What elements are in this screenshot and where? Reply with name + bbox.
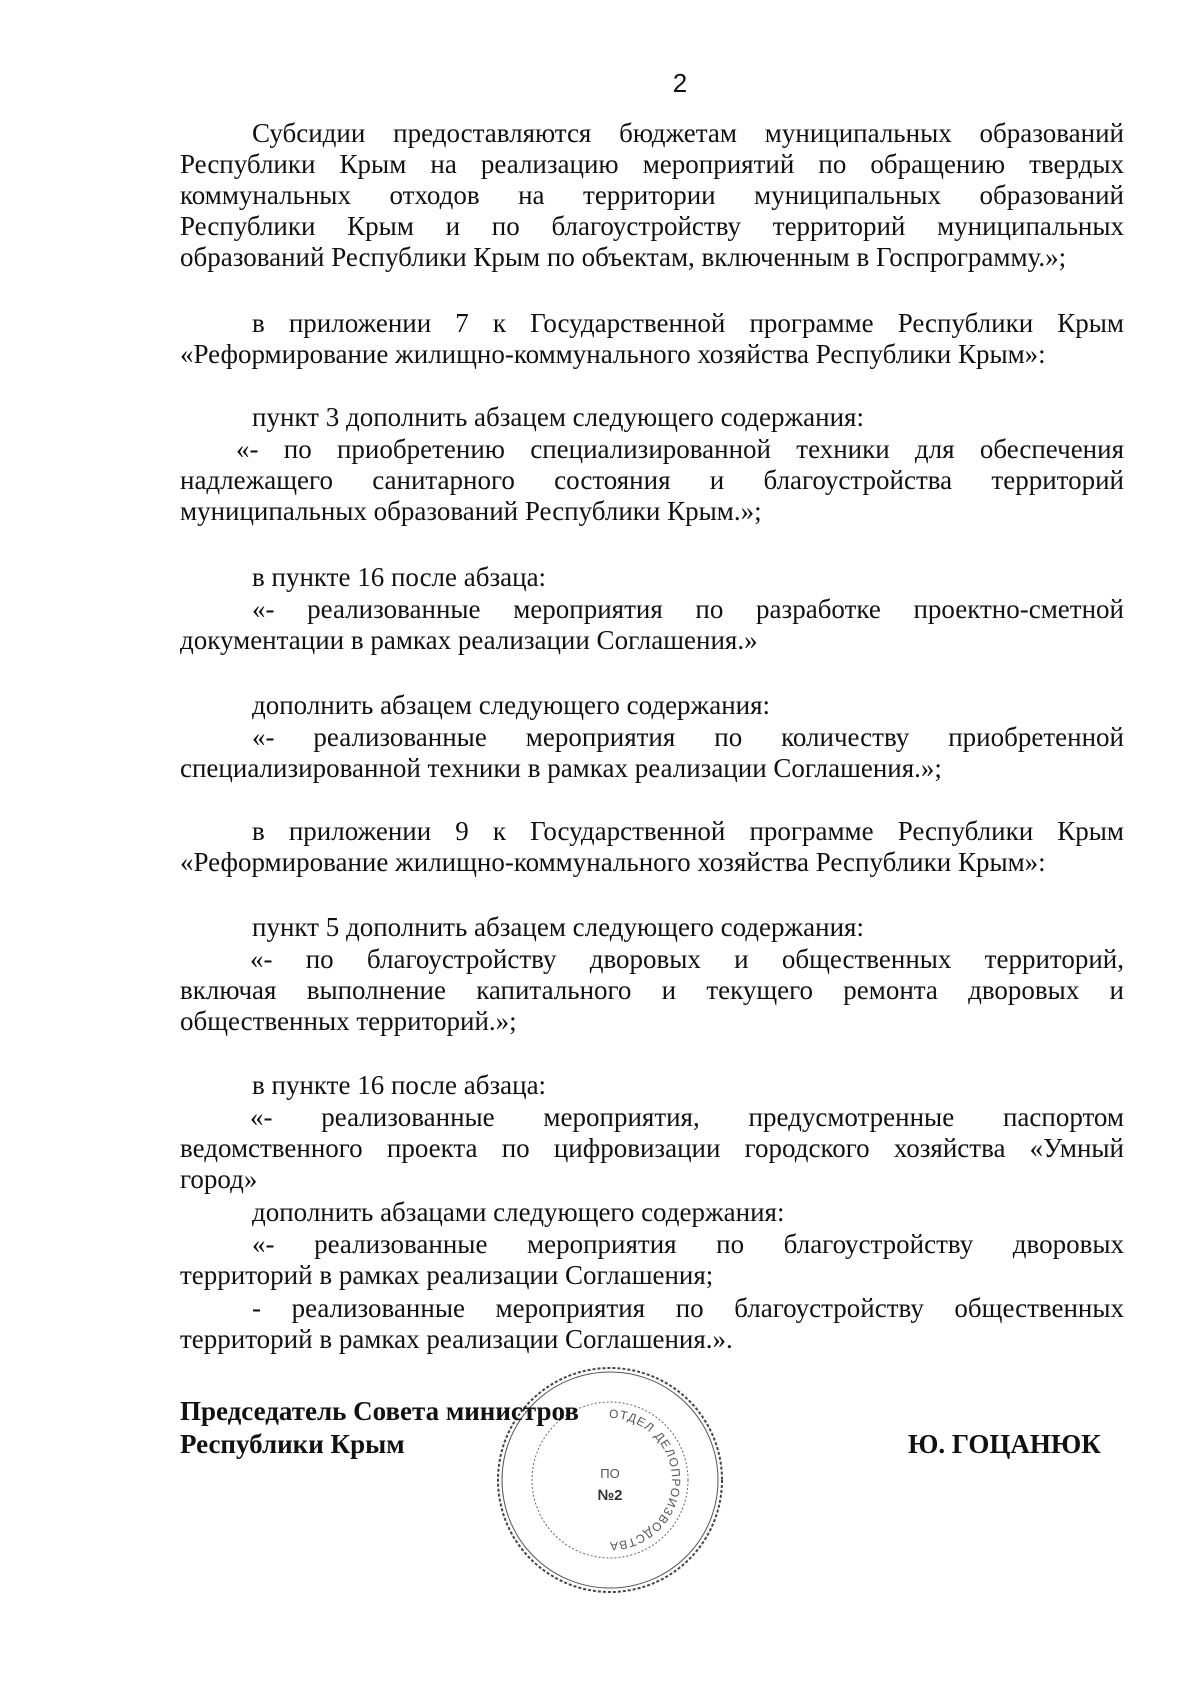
text-line: «- реализованные мероприятия по благоустройству дворовых xyxy=(252,1229,1124,1259)
paragraph xyxy=(180,816,1124,878)
text-line: территорий в рамках реализации Соглашения.». xyxy=(180,1324,733,1354)
text-line: Республики Крым на реализацию мероприятий по обращению твердых xyxy=(180,149,1124,179)
text-line: коммунальных отходов на территории муниципальных образований xyxy=(180,180,1124,210)
text-line: «- реализованные мероприятия по разработке проектно-сметной xyxy=(252,594,1124,624)
paragraph xyxy=(180,722,1124,784)
paragraph xyxy=(180,1070,1124,1101)
paragraph xyxy=(180,944,1124,1037)
paragraph xyxy=(180,562,1124,593)
signature-position-line: Председатель Совета министров xyxy=(180,1396,579,1426)
text-line: в пункте 16 после абзаца: xyxy=(252,1070,547,1100)
text-line: в приложении 9 к Государственной программе Республики Крым xyxy=(252,816,1124,846)
text-line: в пункте 16 после абзаца: xyxy=(252,562,547,592)
text-line: «- по приобретению специализированной техники для обеспечения xyxy=(236,434,1124,464)
text-line: дополнить абзацем следующего содержания: xyxy=(252,690,771,720)
text-line: включая выполнение капитального и текущего ремонта дворовых и xyxy=(180,975,1124,1005)
paragraph xyxy=(180,912,1124,943)
text-line: «Реформирование жилищно-коммунального хозяйства Республики Крым»: xyxy=(180,847,1046,877)
text-line: дополнить абзацами следующего содержания: xyxy=(252,1197,785,1227)
paragraph xyxy=(180,402,1124,433)
stamp-outer-text xyxy=(490,1360,730,1364)
stamp-center-text: ПО xyxy=(600,1466,620,1481)
text-line: - реализованные мероприятия по благоустройству общественных xyxy=(252,1293,1124,1323)
page-number: 2 xyxy=(672,68,688,98)
text-line: пункт 5 дополнить абзацем следующего содержания: xyxy=(252,912,864,942)
text-line: надлежащего санитарного состояния и благоустройства территорий xyxy=(180,465,1124,495)
signature-position xyxy=(180,1395,579,1461)
text-line: в приложении 7 к Государственной программе Республики Крым xyxy=(252,308,1124,338)
paragraph xyxy=(180,1102,1124,1195)
text-line: «- реализованные мероприятия, предусмотренные паспортом xyxy=(250,1102,1124,1132)
signature-position-line: Республики Крым xyxy=(180,1429,405,1459)
text-line: специализированной техники в рамках реализации Соглашения.»; xyxy=(180,753,942,783)
paragraph xyxy=(180,118,1124,273)
paragraph xyxy=(180,594,1124,656)
text-line: документации в рамках реализации Соглашения.» xyxy=(180,625,758,655)
stamp-inner-text: ОТДЕЛ ДЕЛОПРОИЗВОДСТВА xyxy=(608,1406,684,1554)
text-line: город» xyxy=(180,1164,258,1194)
paragraph xyxy=(180,690,1124,721)
text-line: муниципальных образований Республики Крым.»; xyxy=(180,496,762,526)
text-line: «- реализованные мероприятия по количеству приобретенной xyxy=(252,722,1124,752)
text-line: общественных территорий.»; xyxy=(180,1006,517,1036)
signature-name: Ю. ГОЦАНЮК xyxy=(908,1429,1101,1459)
paragraph xyxy=(180,308,1124,370)
text-line: Республики Крым и по благоустройству территорий муниципальных xyxy=(180,211,1124,241)
text-line: территорий в рамках реализации Соглашения; xyxy=(180,1260,714,1290)
paragraph xyxy=(180,1229,1124,1291)
text-line: «Реформирование жилищно-коммунального хозяйства Республики Крым»: xyxy=(180,339,1046,369)
text-line: образований Республики Крым по объектам, включенным в Госпрограмму.»; xyxy=(180,242,1067,272)
text-line: Субсидии предоставляются бюджетам муниципальных образований xyxy=(252,118,1124,148)
paragraph xyxy=(180,1197,1124,1228)
paragraph xyxy=(180,434,1124,527)
text-line: пункт 3 дополнить абзацем следующего содержания: xyxy=(252,402,864,432)
paragraph xyxy=(180,1293,1124,1355)
stamp-number: №2 xyxy=(597,1487,623,1504)
text-line: «- по благоустройству дворовых и общественных территорий, xyxy=(250,944,1124,974)
text-line: ведомственного проекта по цифровизации городского хозяйства «Умный xyxy=(180,1133,1124,1163)
